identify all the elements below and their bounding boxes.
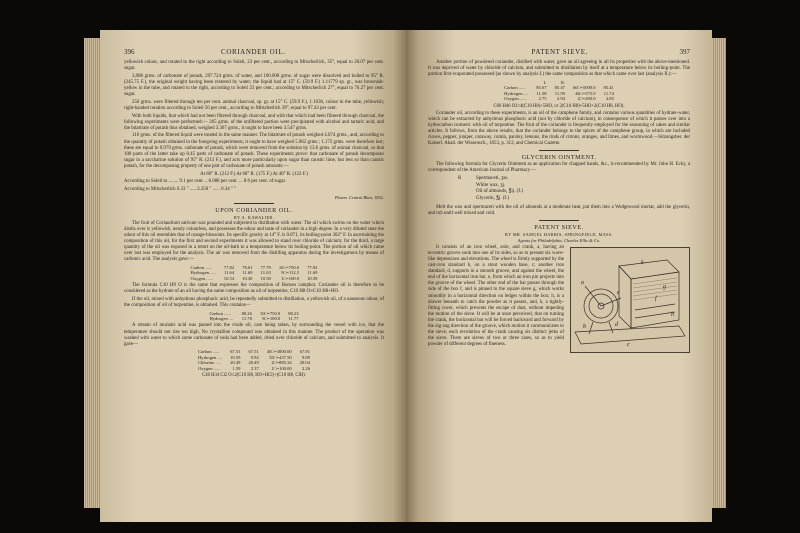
table-row: Carbon ...... 67.51 67.51 40□=3000.00 67.81 (197, 349, 311, 355)
paragraph: A stream of muriatic acid was passed into the crude oil, care being taken, by surrounding the vessel with ice, that the temperature should not rise too high. No crystalline compound was obtained in this manner. The product of the operation was washed with water to which some carbonate of soda had been added, dried over chloride of calcium, and submitted to analysis. It gave— (124, 323, 384, 347)
figure-label: c (627, 341, 630, 348)
box-side (619, 266, 631, 328)
drawer-line (635, 304, 675, 310)
right-running-head: PATENT SIEVE. (531, 48, 588, 56)
divider (234, 203, 274, 204)
figure-label: b (583, 323, 586, 330)
paragraph: 3,088 grms. of carbonate of potash, 297.724 grms. of water, and 100.008 grms. of sugar were dissolved and boiled to 95° R. (245.75 F.), the original weight having been restored by water; the liquid had at 15° C. (59.9 F.) 1.11779 sp. gr., was brownish-yellow in the tube, and rotated to the right, according to Soleil 23 per cent.; according to Mitscherlich 27°, equal to 76.27 per cent. sugar. (124, 73, 384, 98)
table-row: Hydrogen .... 11.78 8□=100.0 11.77 (209, 316, 299, 322)
patent-sieve-illustration (570, 247, 690, 353)
section-title: UPON CORIANDER OIL. (215, 206, 293, 214)
table-row: Oxygen ...... 1.59 2.37 1□=100.00 2.26 (197, 365, 311, 371)
recipe-item: White wax, ʒj. (476, 182, 506, 188)
chemical-formula: C60 H46 O2≡4(C10 H8)+5HO, or 2(C10 H8)+5HO+2(C10 H8, HO). (493, 103, 625, 109)
table-row: Hydrogen .... 10.59 9.92 35□=437.50 9.89 (197, 354, 311, 360)
left-page-number: 396 (124, 48, 135, 56)
recipe-item: Glycerin, ℥j. (f.) (476, 196, 510, 202)
table-row: Carbon ...... 88.26 10□=750.0 88.23 (209, 310, 299, 316)
left-page-text-block (124, 48, 384, 514)
standard-leg (609, 322, 613, 333)
chemical-formula: C40 H34 Cl2 O≡2(C10 H8, HO+HCl)+(C10 H8, ClH). (202, 373, 306, 379)
paragraph: At 80° R. (212 F.) At 60° R. (175 F.) At 40° R. (122 F.) (200, 171, 308, 177)
drawer-line (635, 312, 675, 318)
figure-label: e (617, 289, 620, 296)
right-page-text-block (428, 48, 690, 514)
paragraph: With both liquids, that which had not been filtered through charcoal, and with that which had been filtered through charcoal, the following experiments were performed:— 265 grms. of the unfiltered portion were precipitated with alcohol and tartaric acid, and the bitartrate of potash thus obtained, weighed 3.367 grms., it ought to have been 3.547 grms. (124, 113, 384, 131)
right-page-number: 397 (679, 48, 690, 56)
analysis-table-2 (205, 311, 302, 322)
paragraph: The fruit of Coriandrum sativum was pounded and subjected to distillation with water. The oil which swims on the water which distils over is yellowish, nearly colourless, and possesses the odour and taste of coriander in a high degree. In a very diluted state the odour of this oil resembles that of orange-blossoms. Its specific gravity at 14° F. is 0.871, its boiling-point 302° F. In ascertaining the composition of this oil, for the first and second experiments it was allowed to stand over chloride of calcium; for the third, a large quantity of the oil was exposed in a retort on the oil-bath to a temperature below its boiling-point. The portion of oil which came over last was employed for the analysis. The air was removed from the distilling apparatus during the investigations by means of carbonic acid. The analysis gave:— (124, 220, 384, 263)
paragraph: yellowish colour, and rotated to the right according to Soleil, 23 per cent., according to Mitscherlich, 35°, equal to 20.07 per cent. sugar. (124, 60, 384, 72)
paragraph: 250 grms. were filtered through ten per cent. animal charcoal, sp. gr. at 15° C. (59.9 F.), 1.1036, colour in the tube, yellowish; right-handed rotation according to Soleil 56 per cent., according to Mitscherlich 39°, equal to 97.43 per cent. (124, 99, 384, 111)
table-row: Chlorine ..... 20.49 20.49 2□=885.34 20.04 (197, 360, 311, 366)
divider (539, 150, 579, 151)
right-page-header (428, 48, 690, 56)
section-agents: Agents for Philadelphia, Charles Ellis & Co. (517, 237, 601, 243)
table-header-row: I. II. (543, 79, 565, 85)
table-row: Carbon ...... 85.67 85.47 60□=5000.0 85.41 (504, 85, 614, 91)
analysis-table-3 (194, 349, 314, 371)
table-row: Oxygen ...... 2.75 2.94 2□=200.0 2.85 (504, 96, 614, 102)
wooden-base (575, 323, 685, 344)
figure-label: f (655, 295, 657, 302)
section-author: BY A. KAWALIER. (233, 214, 275, 220)
paragraph: 116 grms. of the filtered liquid were treated in the same manner. The bitartrate of potash weighed 4.074 grms., and, according to the quantity of potash obtained in the foregoing experiments, it ought to have weighed 5.962 grms.; 1.173 grms. were therefore lost; these are equal to 0.979 grms. carbonate of potash, which were removed from the solution by 13.6 grms. of animal charcoal, so that 100 parts of the latter take up 0.45 parts of carbonate of potash. These experiments prove: that carbonate of potash decomposes sugar in a saccharine solution of 95° R. (213 F.), and acts more particularly upon sugar than caustic lime, but less so than caustic potash, for the decomposing property of one part of carbonate of potash amounts:— (124, 133, 384, 169)
paragraph: Coriander oil, according to these experiments, is an oil of the camphene family, and contains various quantities of hydrate-water, which can be extracted by anhydrous phosphoric acid (not by chloride of calcium), in consequence of which it passes over into a hydrocarbon isomeric with oil of turpentine. The fruit of the coriander is frequently employed for the seasoning of cakes and similar articles. It follows, from the above results, that the coriander belongs to the spices of the camphene group, in which are included cloves, pepper, juniper, caraway, cumin, parsley, lemons, the rinds of citrons, oranges, and limes, and wormwood.—Sitzungsber. der Kaiserl. Akad. der Wissensch., 1853, p. 313, and Chemical Gazette. (428, 110, 690, 146)
analysis-table-1 (187, 265, 322, 281)
figure-label: d (615, 321, 618, 328)
recipe-item: R Spermaceti, ʒss. (458, 176, 509, 182)
divider (539, 220, 579, 221)
left-running-head: CORIANDER OIL. (221, 48, 286, 56)
source-citation: Pharm. Central Blatt, 1852. (334, 194, 384, 200)
table-row: Carbon ...... 77.82 78.01 77.79 10□=750.0 77.92 (190, 264, 318, 270)
open-book (100, 30, 712, 522)
recipe-list (458, 176, 690, 202)
paragraph: According to Mitscherlich 6.33 " ......3.350 " ...... 0.34 " " (124, 186, 237, 192)
figure-label: g (663, 283, 666, 290)
section-title: PATENT SIEVE. (534, 223, 584, 231)
section-author: BY MR. SAMUEL HARRIS, SPRINGFIELD, MASS. (504, 231, 614, 237)
paragraph: The following formula for Glycerin Ointment as an application for chapped hands, &c., is recommended by Mr. John H. Ecky, a correspondent of the American Journal of Pharmacy.— (428, 162, 690, 174)
analysis-table-4 (500, 80, 618, 102)
left-page (100, 30, 406, 522)
table-row: Hydrogen .... 11.58 11.59 46□=575.0 11.74 (504, 90, 614, 96)
sieve-engraving (571, 248, 689, 352)
recipe-item: Oil of almonds, ℥ij. (f.) (476, 189, 523, 195)
right-page (406, 30, 712, 522)
paragraph: It consists of an iron wheel, axle, and crank, a, having an eccentric groove sunk into one of its sides, so as to present six wave-like depressions and elevations. The wheel is firmly supported by the cast-iron standard b, on a stout wooden base, c; another iron standard, d, supports in a smooth groove, and against the wheel, the end of the horizontal iron bar, e, from which an iron pin projects into the groove of the wheel. The other end of the bar passes through the side of the box f, and is pinned to the square sieve g, which works smoothly in a horizontal direction on ledges within the box; h, is a drawer beneath to catch the powder as it passes, and, k, a tightly-fitting cover, which prevents the escape of dust, without impeding the motion of the sieve. It will be at once perceived, that on turning the crank, the horizontal bar will be forced backward and forward by the zig-zag direction of the groove, which motion it communicates to the sieve; each revolution of the crank causing six distinct jerks of the sieve. There are sieves of two or three sizes, so as to yield powder of different degrees of fineness. (428, 244, 564, 348)
figure-label: a (581, 279, 584, 286)
table-row: Hydrogen ..... 11.64 11.69 11.63 9□=112.5 11.69 (190, 270, 318, 276)
paragraph: Melt the wax and spermaceti with the oil of almonds at a moderate heat, put them into a Wedgewood mortar, add the glycerin, and rub until well mixed and cold. (428, 204, 690, 216)
standard-leg (589, 322, 593, 334)
paragraph: The formula C10 H9 O is the same that expresses the composition of Borneo camphor. Coriander oil is therefore to be considered as the hydrate of an oil having the same composition as oil of turpentine, C10 H8 O≡C10 H8+HO. (124, 283, 384, 295)
section-title: GLYCERIN OINTMENT. (521, 154, 597, 162)
paragraph: If the oil, mixed with anhydrous phosphoric acid, be repeatedly submitted to distillation, a yellowish oil, of a nauseous odour, of the composition of oil of turpentine, is obtained. This contains— (124, 296, 384, 308)
table-row: Oxygen ...... 10.54 10.30 10.58 1□=100.0 10.39 (190, 275, 318, 281)
left-page-header (124, 48, 384, 56)
figure-label: h (671, 311, 674, 318)
figure-label: k (641, 259, 644, 266)
paragraph: Another portion of powdered coriander, distilled with water, gave an oil agreeing in all its properties with the above-mentioned. It was deprived of water by chloride of calcium, and submitted to distillation by itself at a temperature below its boiling-point. The portion first evaporated possessed (as shown by analysis I.) the same composition as that which came over last (analysis II.):— (428, 60, 690, 78)
paragraph: According to Soleil to ........ 9.1 per cent. ...6.088 per cent. ... 8.6 per cent. of sugar. (124, 179, 287, 185)
